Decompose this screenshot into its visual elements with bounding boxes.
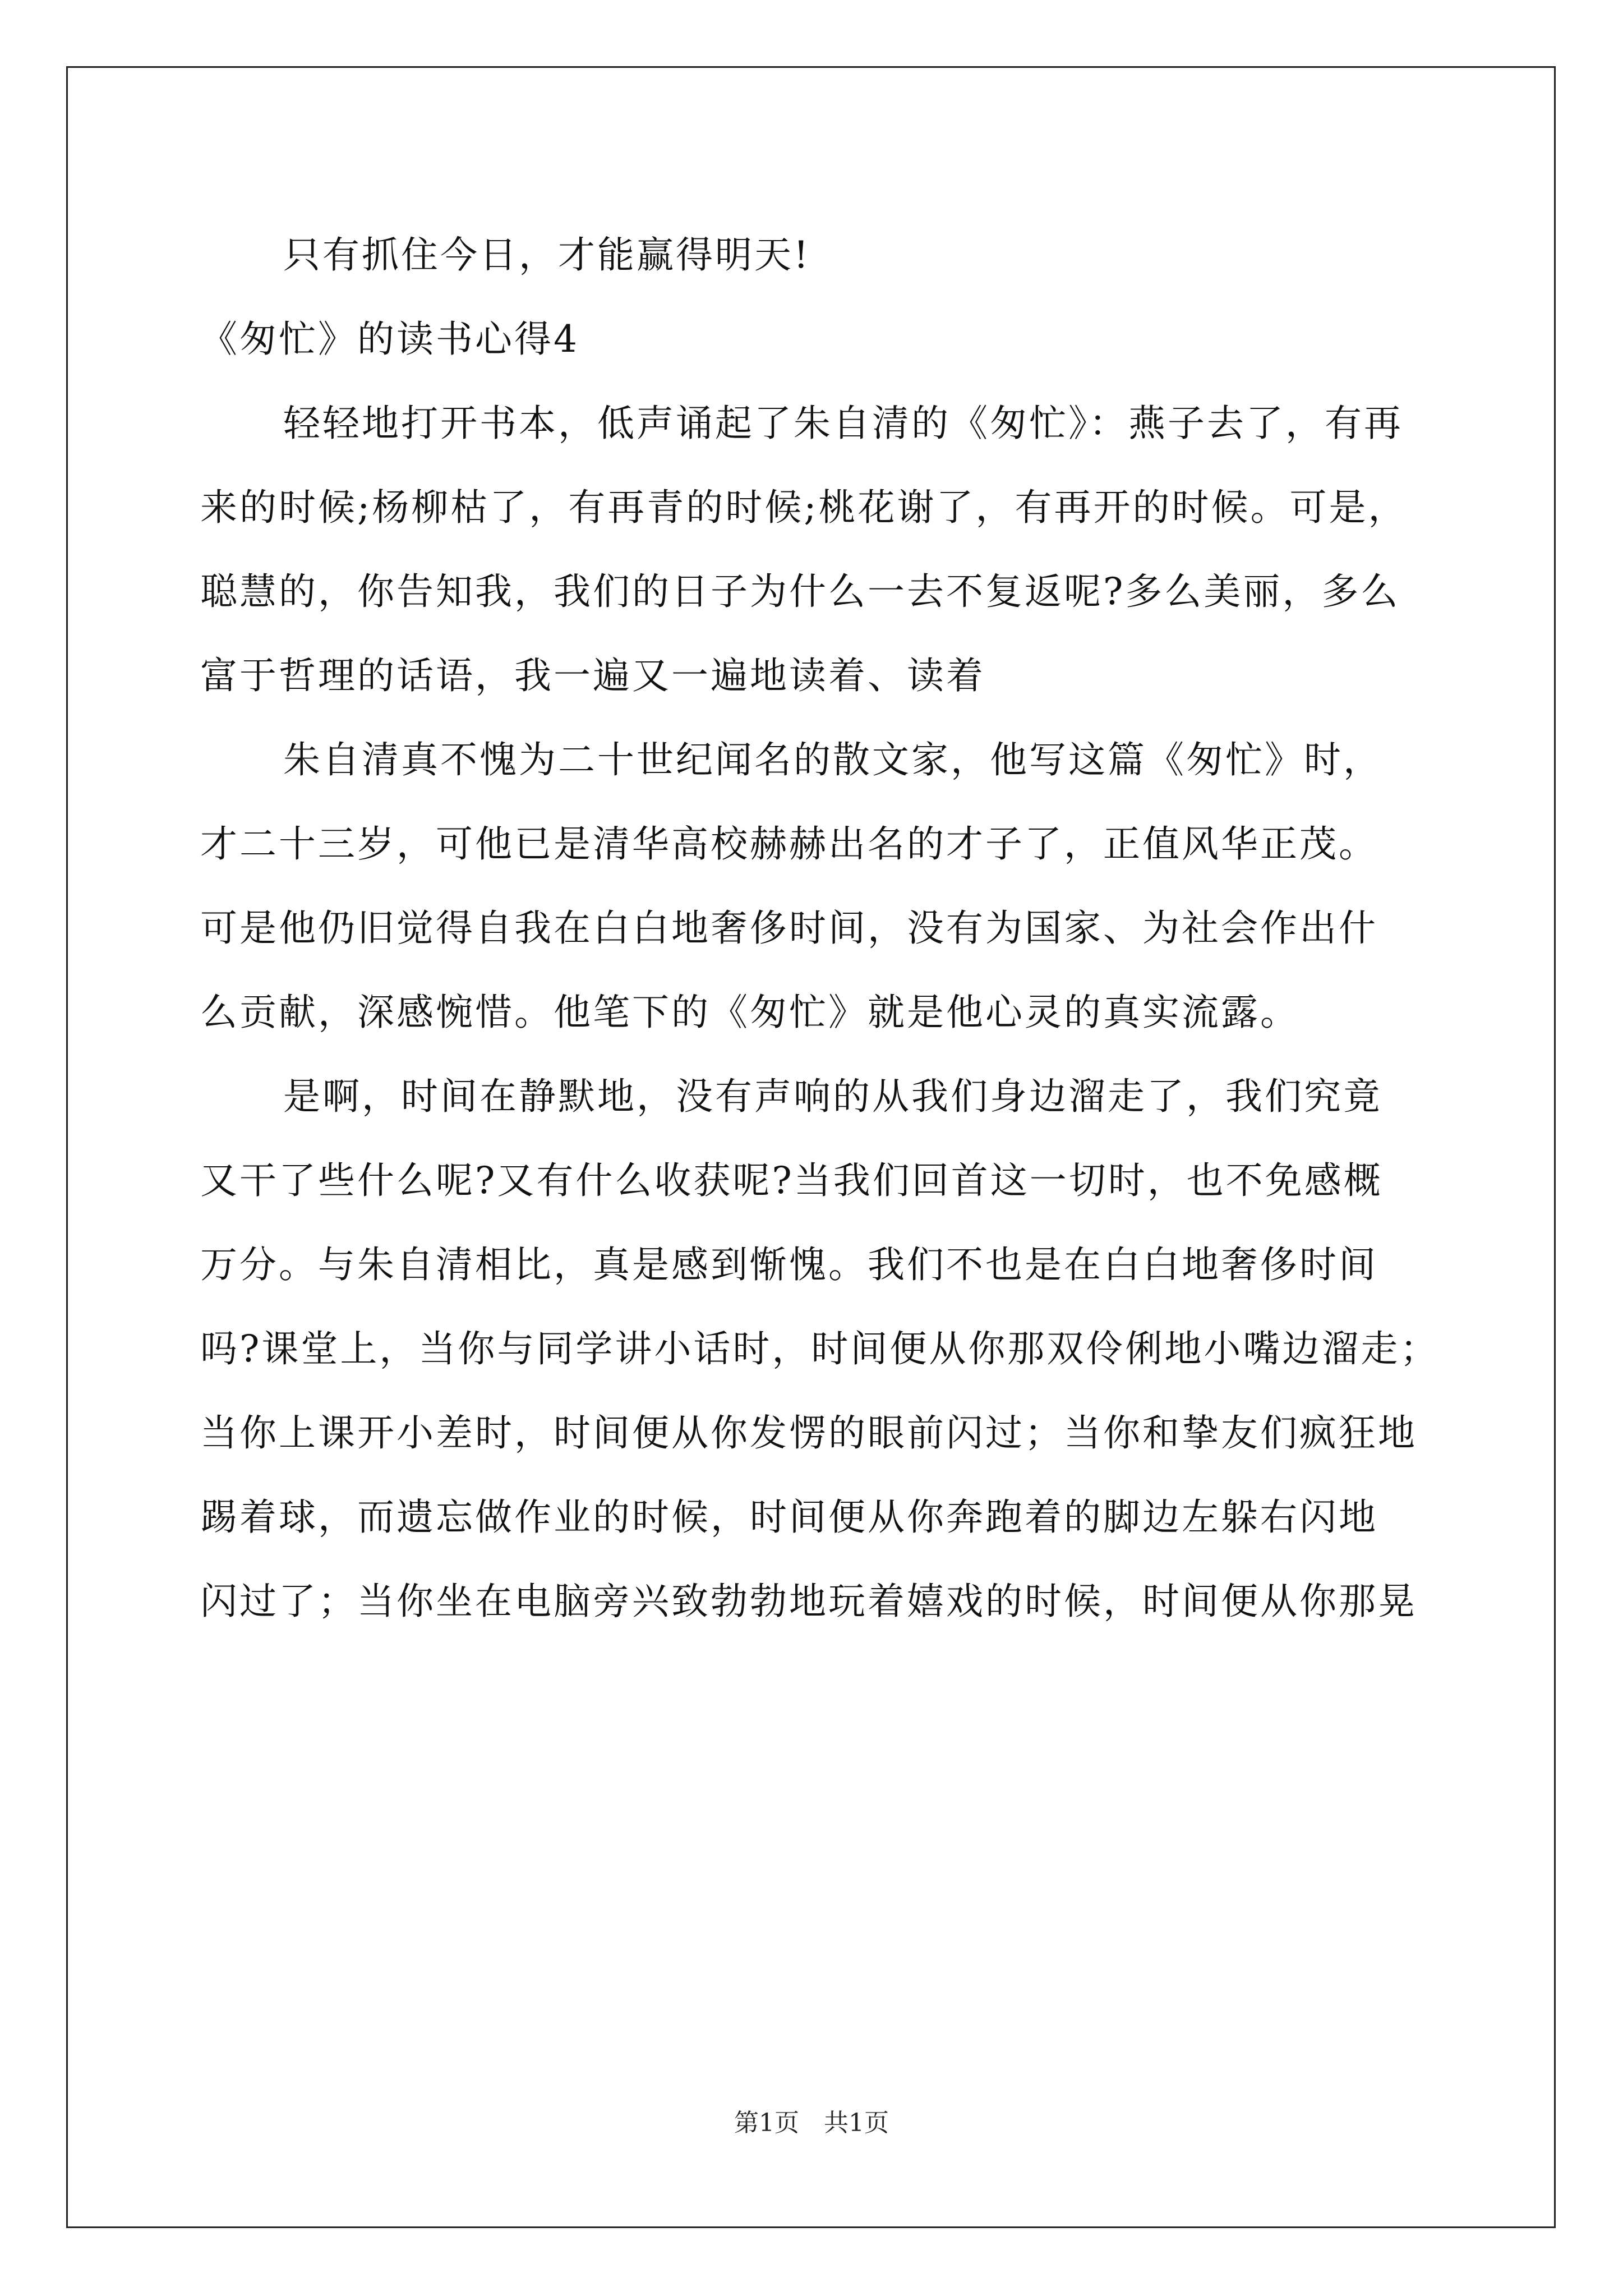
paragraph-line: 踢着球，而遗忘做作业的时候，时间便从你奔跑着的脚边左躲右闪地 <box>200 1496 1378 1539</box>
paragraph-line: 可是他仍旧觉得自我在白白地奢侈时间，没有为国家、为社会作出什 <box>200 907 1378 950</box>
paragraph-line: 才二十三岁，可他已是清华高校赫赫出名的才子了，正值风华正茂。 <box>200 822 1378 866</box>
paragraph-line: 吗?课堂上，当你与同学讲小话时，时间便从你那双伶俐地小嘴边溜走； <box>200 1327 1440 1370</box>
section-heading: 《匆忙》的读书心得4 <box>200 318 579 361</box>
paragraph-line: 聪慧的，你告知我，我们的日子为什么一去不复返呢?多么美丽，多么 <box>200 570 1400 613</box>
paragraph-line: 只有抓住今日，才能赢得明天! <box>283 233 811 277</box>
paragraph-line: 么贡献，深感惋惜。他笔下的《匆忙》就是他心灵的真实流露。 <box>200 991 1299 1034</box>
paragraph-line: 轻轻地打开书本，低声诵起了朱自清的《匆忙》：燕子去了，有再 <box>283 402 1403 445</box>
paragraph-line: 来的时候;杨柳枯了，有再青的时候;桃花谢了，有再开的时候。可是， <box>200 486 1408 529</box>
paragraph-line: 朱自清真不愧为二十世纪闻名的散文家，他写这篇《匆忙》时， <box>283 738 1382 781</box>
paragraph-line: 万分。与朱自清相比，真是感到惭愧。我们不也是在白白地奢侈时间 <box>200 1243 1378 1286</box>
paragraph-line: 是啊，时间在静默地，没有声响的从我们身边溜走了，我们究竟 <box>283 1075 1382 1118</box>
paragraph-line: 富于哲理的话语，我一遍又一遍地读着、读着 <box>200 654 985 697</box>
paragraph-line: 闪过了；当你坐在电脑旁兴致勃勃地玩着嬉戏的时候，时间便从你那晃 <box>200 1580 1417 1623</box>
page-number-footer: 第1页 共1页 <box>734 2109 889 2137</box>
paragraph-line: 当你上课开小差时，时间便从你发愣的眼前闪过；当你和挚友们疯狂地 <box>200 1411 1417 1455</box>
paragraph-line: 又干了些什么呢?又有什么收获呢?当我们回首这一切时，也不免感概 <box>200 1159 1383 1202</box>
document-body <box>200 213 1440 1644</box>
